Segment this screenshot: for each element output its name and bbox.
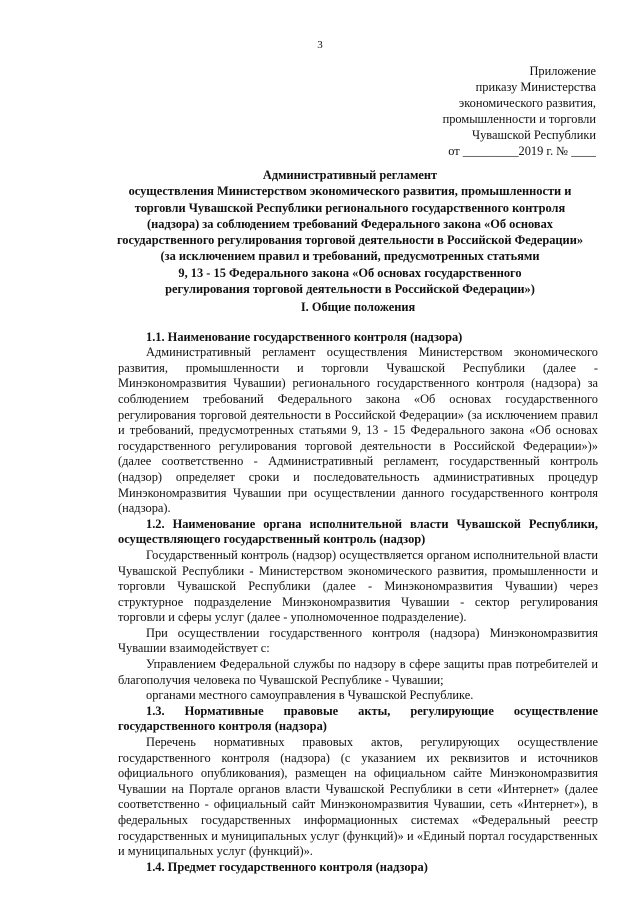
title-line: осуществления Министерством экономического развития, промышленности и [128,184,572,199]
title-line: торговли Чувашской Республики регионального государственного контроля [134,200,566,215]
page-number: 3 [317,39,323,51]
title-line: (надзора) за соблюдением требований Федерального закона «Об основах [147,216,553,231]
section-heading: I. Общие положения [300,300,416,314]
appendix-line: промышленности и торговли [442,112,596,126]
title-line: (за исключением правил и требований, предусмотренных статьями [160,249,540,264]
document-title [94,167,606,297]
document-body [118,300,598,875]
paragraph-1-1: Административный регламент осуществления Министерством экономического развития, промышленности и торговли Чувашской Республики (далее - Минэкономразвития Чувашии) регионального государственного контроля (надзора) за соблюдением требований Федерального закона «Об основах государственного регулирования торговой деятельности в Российской Федерации» (за исключением правил и требований, предусмотренных статьями 9, 13 - 15 Федерального закона «Об основах государственного регулирования торговой деятельности в Российской Федерации»)» (далее соответственно - Административный регламент, государственный контроль (надзор) определяет сроки и последовательность административных процедур Минэкономразвития Чувашии при осуществлении данного государственного контроля (надзора). [118,345,598,516]
paragraph-1-2-b: При осуществлении государственного контроля (надзора) Минэкономразвития Чувашии взаимодействует с: [118,625,598,656]
paragraph-1-3: Перечень нормативных правовых актов, регулирующих осуществление государственного контроля (надзора) (с указанием их реквизитов и источников официального опубликования), размещен на официальном сайте Минэкономразвития Чувашии на Портале органов власти Чувашской Республики в сети «Интернет» (далее соответственно - официальный сайт Минэкономразвития Чувашии, сеть «Интернет»), в федеральных государственных информационных системах «Федеральный реестр государственных и муниципальных услуг (функций)» и «Единый портал государственных и муниципальных услуг (функций)». [118,735,598,859]
appendix-block [443,63,596,159]
appendix-line: Чувашской Республики [472,128,596,142]
appendix-line: приказу Министерства [475,80,596,94]
title-line: регулирования торговой деятельности в Российской Федерации») [165,282,535,297]
appendix-line: Приложение [529,64,596,78]
title-line: 9, 13 - 15 Федерального закона «Об основах государственного [178,265,522,280]
appendix-line: экономического развития, [458,96,596,110]
subsection-heading-1-2: 1.2. Наименование органа исполнительной власти Чувашской Республики, осуществляющего государственный контроль (надзор) [118,516,598,547]
paragraph-1-2-c: Управлением Федеральной службы по надзору в сфере защиты прав потребителей и благополучия человека по Чувашской Республике - Чувашии; [118,657,598,687]
subsection-heading-1-4: 1.4. Предмет государственного контроля (надзора) [146,859,428,874]
title-line: Административный регламент [262,168,438,182]
title-line: государственного регулирования торговой деятельности в Российской Федерации» [116,233,584,248]
appendix-line: от _________2019 г. № ____ [448,144,596,158]
paragraph-1-2-d: органами местного самоуправления в Чувашской Республике. [146,688,474,703]
subsection-heading-1-1: 1.1. Наименование государственного контроля (надзора) [146,329,463,344]
subsection-heading-1-3: 1.3. Нормативные правовые акты, регулирующие осуществление государственного контроля (надзора) [118,703,598,734]
paragraph-1-2-a: Государственный контроль (надзор) осуществляется органом исполнительной власти Чувашской Республики - Министерством экономического развития, промышленности и торговли Чувашской Республики (далее - Минэкономразвития Чувашии) через структурное подразделение Минэкономразвития Чувашии - сектор регулирования торговли и сферы услуг (далее - уполномоченное подразделение). [118,547,598,625]
